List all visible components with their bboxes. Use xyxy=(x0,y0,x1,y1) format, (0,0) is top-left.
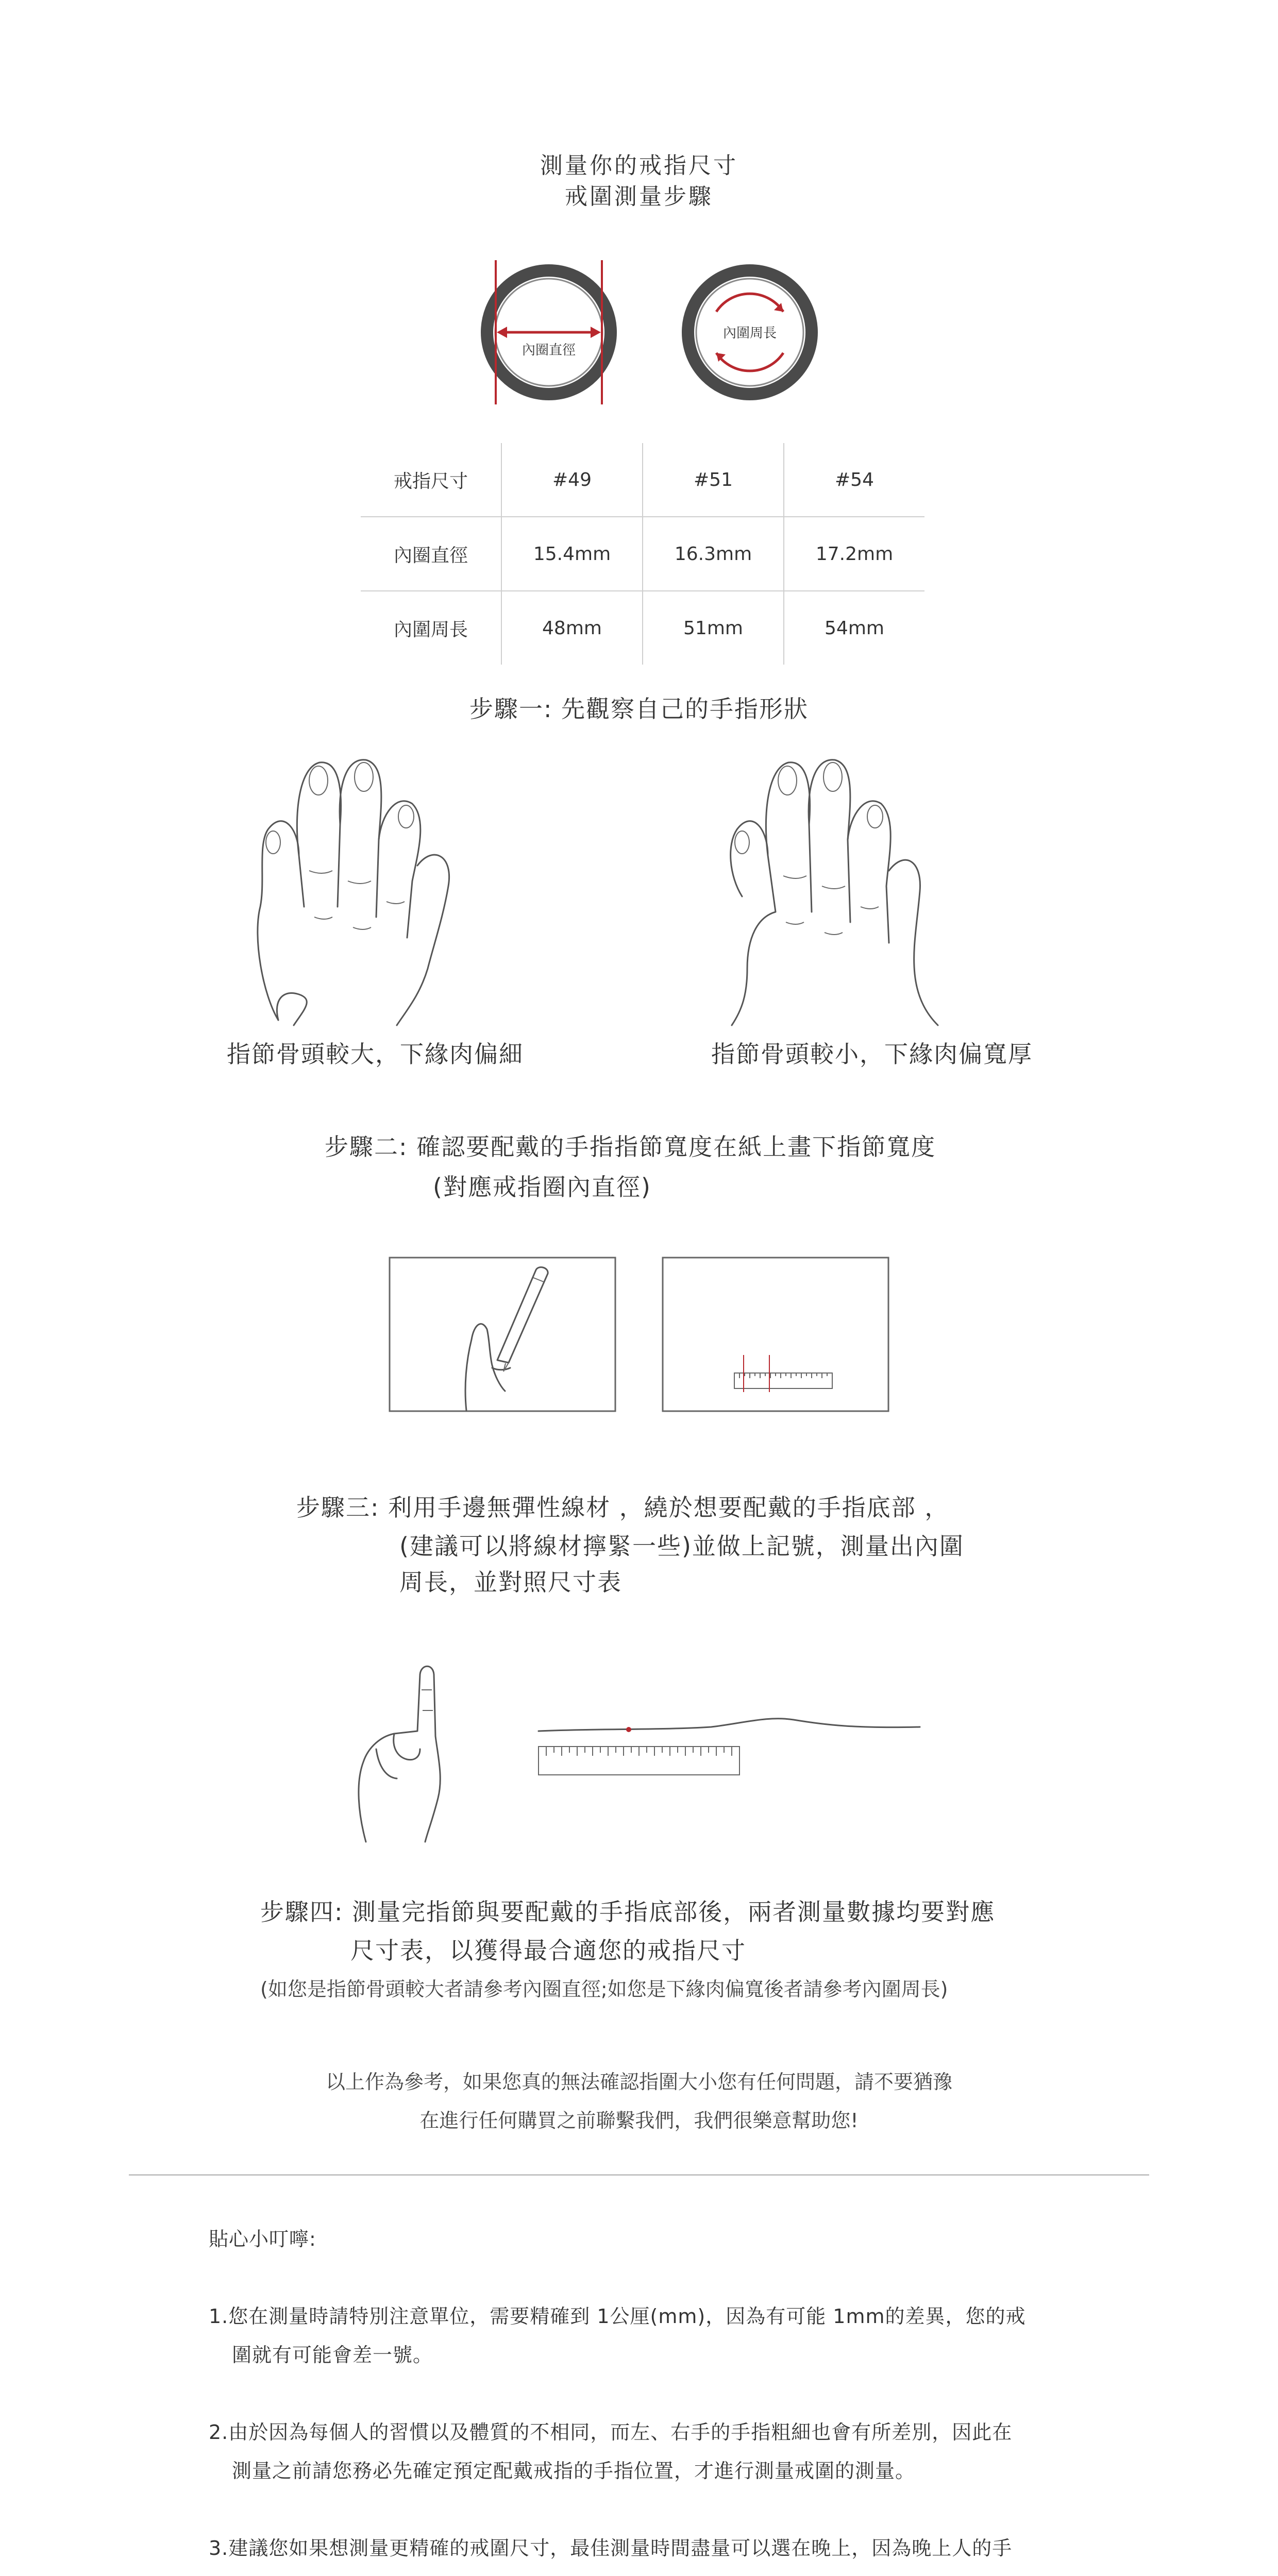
table-cell: 48mm xyxy=(501,591,643,665)
table-cell: 17.2mm xyxy=(784,517,924,591)
step1-caption-right: 指節骨頭較小，下緣肉偏寬厚 xyxy=(711,1040,1033,1068)
arrowhead-left xyxy=(497,327,507,338)
step3-line1: 步驟三: 利用手邊無彈性線材 ，繞於想要配戴的手指底部 ， xyxy=(296,1494,950,1521)
size-table xyxy=(361,443,924,665)
closing-line2: 在進行任何購買之前聯繫我們，我們很樂意幫助您! xyxy=(419,2109,859,2132)
page-title: 測量你的戒指尺寸 xyxy=(540,152,738,179)
diameter-label: 內圈直徑 xyxy=(522,343,576,358)
ring-circumference-diagram xyxy=(680,263,819,402)
tips-heading: 貼心小叮嚀: xyxy=(209,2228,316,2250)
tip-2-line2: 測量之前請您務必先確定預定配戴戒指的手指位置，才進行測量戒圍的測量。 xyxy=(232,2460,916,2482)
step2-drawing-knuckle-illustration xyxy=(389,1257,616,1412)
table-cell: 16.3mm xyxy=(643,517,784,591)
table-cell: 15.4mm xyxy=(501,517,643,591)
step2-paper-ruler-illustration xyxy=(662,1257,889,1412)
size-col-1: #49 xyxy=(501,443,643,517)
row-label-circumference: 內圍周長 xyxy=(393,619,468,640)
page-subtitle: 戒圍測量步驟 xyxy=(565,183,713,210)
step1-title: 步驟一: 先觀察自己的手指形狀 xyxy=(469,695,809,723)
step3-line2: (建議可以將線材擰緊一些)並做上記號，測量出內圍 xyxy=(399,1532,964,1560)
ring-diameter-diagram xyxy=(479,263,618,402)
step4-line2: 尺寸表，以獲得最合適您的戒指尺寸 xyxy=(350,1937,746,1964)
arrowhead-right xyxy=(591,327,601,338)
size-col-2: #51 xyxy=(643,443,784,517)
circumference-arc-bottom xyxy=(716,353,783,371)
step3-line3: 周長，並對照尺寸表 xyxy=(399,1568,622,1596)
row-label-diameter: 內圈直徑 xyxy=(361,517,501,591)
step1-caption-left: 指節骨頭較大，下緣肉偏細 xyxy=(227,1040,524,1068)
step4-note: (如您是指節骨頭較大者請參考內圈直徑;如您是下緣肉偏寬後者請參考內圍周長) xyxy=(260,1978,948,2001)
section-divider xyxy=(129,2174,1149,2176)
hand-illustration-small-knuckles xyxy=(711,752,989,1030)
closing-line1: 以上作為參考，如果您真的無法確認指圍大小您有任何問題，請不要猶豫 xyxy=(325,2071,952,2093)
tip-3-line1: 3.建議您如果想測量更精確的戒圍尺寸，最佳測量時間盡量可以選在晚上，因為晚上人的手 xyxy=(209,2537,1013,2560)
step3-string-ruler-illustration xyxy=(536,1710,922,1783)
tip-3-line2 xyxy=(232,2571,694,2576)
step2-line2: (對應戒指圈內直徑) xyxy=(433,1173,651,1201)
step4-line1: 步驟四: 測量完指節與要配戴的手指底部後，兩者測量數據均要對應 xyxy=(260,1898,996,1926)
tip-1-line1: 1.您在測量時請特別注意單位，需要精確到 1公厘(mm)，因為有可能 1mm的差異，您的戒 xyxy=(209,2305,1026,2328)
circumference-label: 內圍周長 xyxy=(722,326,777,341)
table-row xyxy=(361,517,924,591)
hand-illustration-large-knuckles xyxy=(242,752,520,1030)
tip-2-line1: 2.由於因為每個人的習慣以及體質的不相同，而左、右手的手指粗細也會有所差別，因此在 xyxy=(209,2421,1013,2444)
step2-line1: 步驟二: 確認要配戴的手指指節寬度在紙上畫下指節寬度 xyxy=(325,1133,936,1161)
circumference-arc-top xyxy=(716,294,783,312)
size-header-label: 戒指尺寸 xyxy=(361,443,501,517)
table-cell: 54mm xyxy=(784,591,924,665)
table-cell: 51mm xyxy=(643,591,784,665)
table-row xyxy=(361,591,924,665)
tip-1-line2: 圍就有可能會差一號。 xyxy=(232,2344,433,2366)
size-table-header-row xyxy=(361,443,924,517)
step3-hand-pointing-illustration xyxy=(356,1659,469,1844)
size-col-3: #54 xyxy=(784,443,924,517)
